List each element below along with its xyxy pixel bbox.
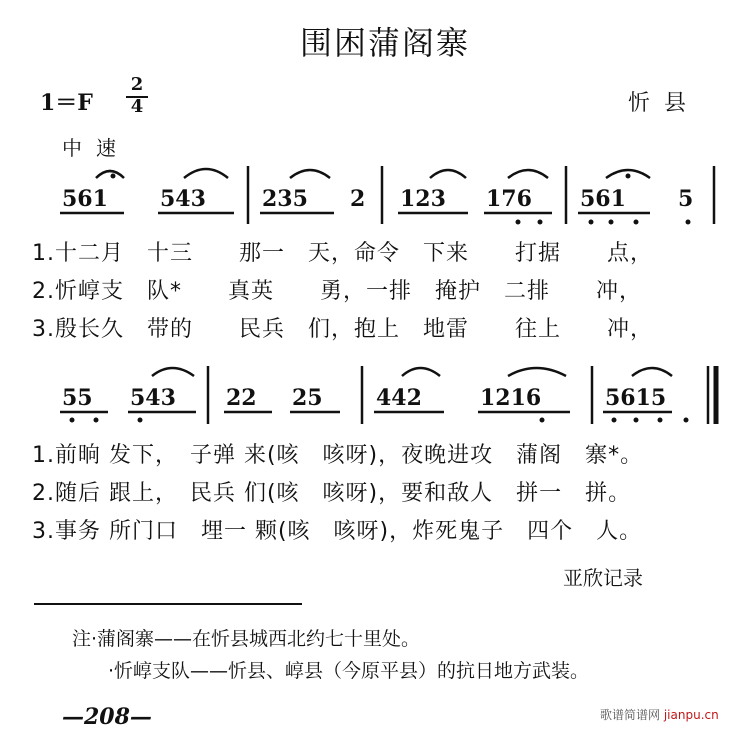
octave-dot [589,220,594,225]
row2-lyric-verse2: 2.随后 跟上， 民兵 们(咳 咳呀)，要和敌人 拼一 拼。 [32,481,632,506]
row2-lyric-verse3: 3.事务 所门口 埋一 颗(咳 咳呀)，炸死鬼子 四个 人。 [32,519,643,544]
octave-dot [538,220,543,225]
watermark-url: jianpu.cn [663,708,719,722]
slur [508,170,548,178]
slur [96,171,124,178]
row1-note: 543 [160,186,206,212]
slur [508,368,566,376]
slur [290,170,330,178]
row1-note: 561 [580,186,626,212]
octave-dot [634,220,639,225]
row1-note: 2 [350,186,366,212]
row1-note: 5 [678,186,694,212]
footnote-1: 注·蒲阁寨——在忻县城西北约七十里处。 [72,628,421,650]
row1-note: 176 [486,186,532,212]
row2-note: 5615 [605,385,667,411]
page-number: —208— [62,704,152,730]
tempo-marking: 中速 [62,136,130,160]
row1-lyric-verse2: 2.忻崞支 队* 真英 勇，一排 掩护 二排 冲， [32,279,642,304]
row2-lyric-verse1: 1.前晌 发下， 子弹 来(咳 咳呀)，夜晚进攻 蒲阁 寨*。 [32,443,644,468]
time-signature-bottom: 4 [130,96,144,117]
time-signature-top: 2 [126,76,148,98]
row2-note: 55 [62,385,93,411]
row1-note: 561 [62,186,108,212]
key-signature: 1＝F [40,90,93,116]
footnote-2: ·忻崞支队——忻县、崞县（今原平县）的抗日地方武装。 [108,660,590,682]
octave-dot [626,174,631,179]
recorder-credit: 亚欣记录 [563,566,643,590]
octave-dot [111,174,116,179]
row2-note: 442 [376,385,422,411]
row1-note: 123 [400,186,446,212]
row2-note: 543 [130,385,176,411]
octave-dot [686,220,691,225]
octave-dot [612,418,617,423]
octave-dot [609,220,614,225]
octave-dot [94,418,99,423]
octave-dot [540,418,545,423]
watermark-site: 歌谱简谱网 [600,708,661,722]
row2-note: 22 [226,385,257,411]
octave-dot [634,418,639,423]
octave-dot [516,220,521,225]
octave-dot [70,418,75,423]
row2-note: 25 [292,385,323,411]
slur [402,368,440,376]
octave-dot [658,418,663,423]
song-origin: 忻县 [628,91,701,116]
slur [430,170,466,178]
slur [632,368,672,376]
slur [152,368,194,376]
octave-dot [684,418,689,423]
octave-dot [138,418,143,423]
row1-note: 235 [262,186,308,212]
row1-lyric-verse3: 3.殷长久 带的 民兵 们，抱上 地雷 往上 冲， [32,317,653,342]
slur [184,169,228,178]
song-title: 围困蒲阁寨 [300,24,471,62]
row2-note: 1216 [480,385,542,411]
row1-lyric-verse1: 1.十二月 十三 那一 天，命令 下来 打据 点， [32,241,653,266]
